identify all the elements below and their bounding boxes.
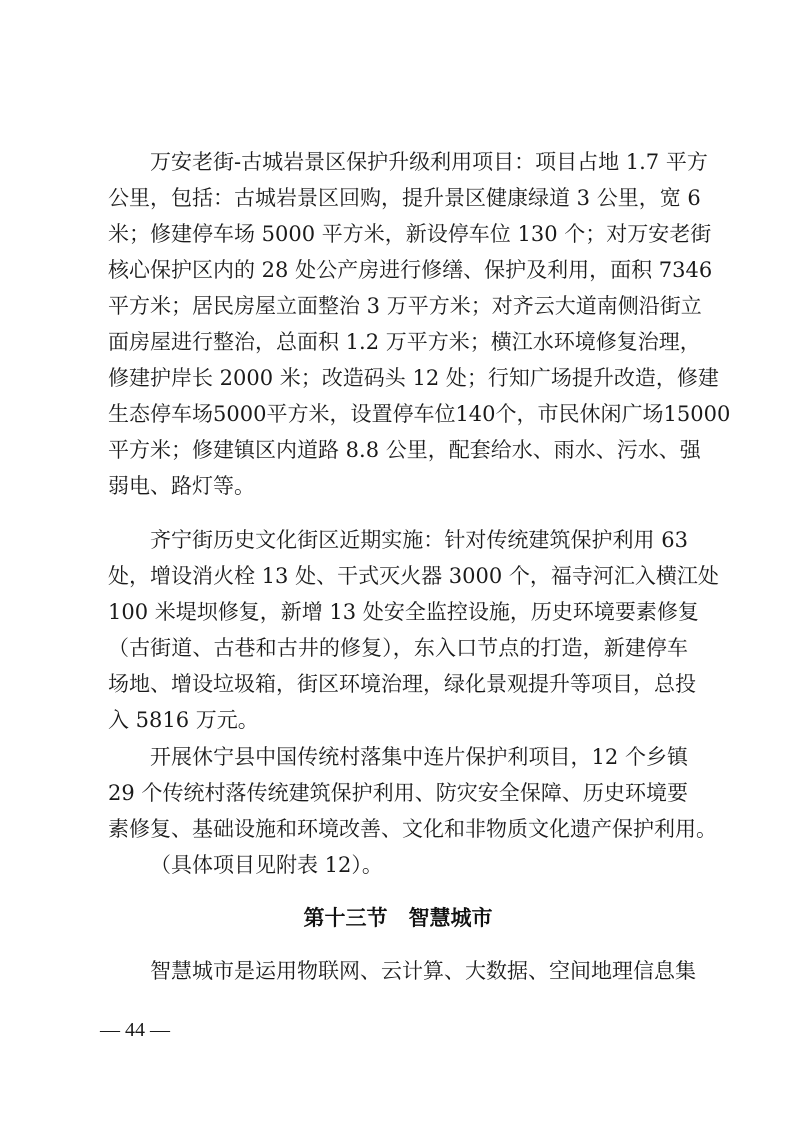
text-line: 生态停车场5000平方米，设置停车位140个，市民休闲广场15000 (108, 402, 731, 426)
text-line: 平方米；修建镇区内道路 8.8 公里，配套给水、雨水、污水、强 (108, 438, 701, 462)
paragraph-smart-city (108, 953, 696, 989)
text-line: 核心保护区内的 28 处公产房进行修缮、保护及利用，面积 7346 (108, 258, 713, 282)
text-line: 入 5816 万元。 (108, 708, 259, 732)
text-line: 齐宁街历史文化街区近期实施：针对传统建筑保护利用 63 (150, 528, 688, 552)
text-line: 公里，包括：古城岩景区回购，提升景区健康绿道 3 公里，宽 6 (108, 186, 701, 210)
paragraph-qining-street (108, 522, 719, 738)
text-line: 修建护岸长 2000 米；改造码头 12 处；行知广场提升改造，修建 (108, 366, 719, 390)
text-line: 100 米堤坝修复，新增 13 处安全监控设施，历史环境要素修复 (108, 600, 699, 624)
text-line: 万安老街-古城岩景区保护升级利用项目：项目占地 1.7 平方 (150, 150, 708, 174)
text-line: 弱电、路灯等。 (108, 474, 255, 498)
text-line: 开展休宁县中国传统村落集中连片保护利项目，12 个乡镇 (150, 745, 688, 769)
text-line: 29 个传统村落传统建筑保护利用、防灾安全保障、历史环境要 (108, 781, 688, 805)
paragraph-wanan-project (108, 144, 731, 504)
text-line: 面房屋进行整治，总面积 1.2 万平方米；横江水环境修复治理， (108, 330, 701, 354)
text-line: 平方米；居民房屋立面整治 3 万平方米；对齐云大道南侧沿街立 (108, 294, 702, 318)
paragraph-traditional-villages (108, 739, 717, 883)
text-line: （具体项目见附表 12）。 (150, 853, 383, 877)
text-line: 智慧城市是运用物联网、云计算、大数据、空间地理信息集 (150, 959, 696, 983)
text-line: 处，增设消火栓 13 处、干式灭火器 3000 个，福寺河汇入横江处 (108, 564, 719, 588)
text-line: 米；修建停车场 5000 平方米，新设停车位 130 个；对万安老街 (108, 222, 712, 246)
text-line: （古街道、古巷和古井的修复），东入口节点的打造，新建停车 (108, 636, 688, 660)
text-line: 素修复、基础设施和环境改善、文化和非物质文化遗产保护利用。 (108, 817, 717, 841)
text-line: 场地、增设垃圾箱，街区环境治理，绿化景观提升等项目，总投 (108, 672, 696, 696)
section-heading: 第十三节 智慧城市 (303, 906, 493, 930)
page-number: — 44 — (100, 1019, 170, 1041)
